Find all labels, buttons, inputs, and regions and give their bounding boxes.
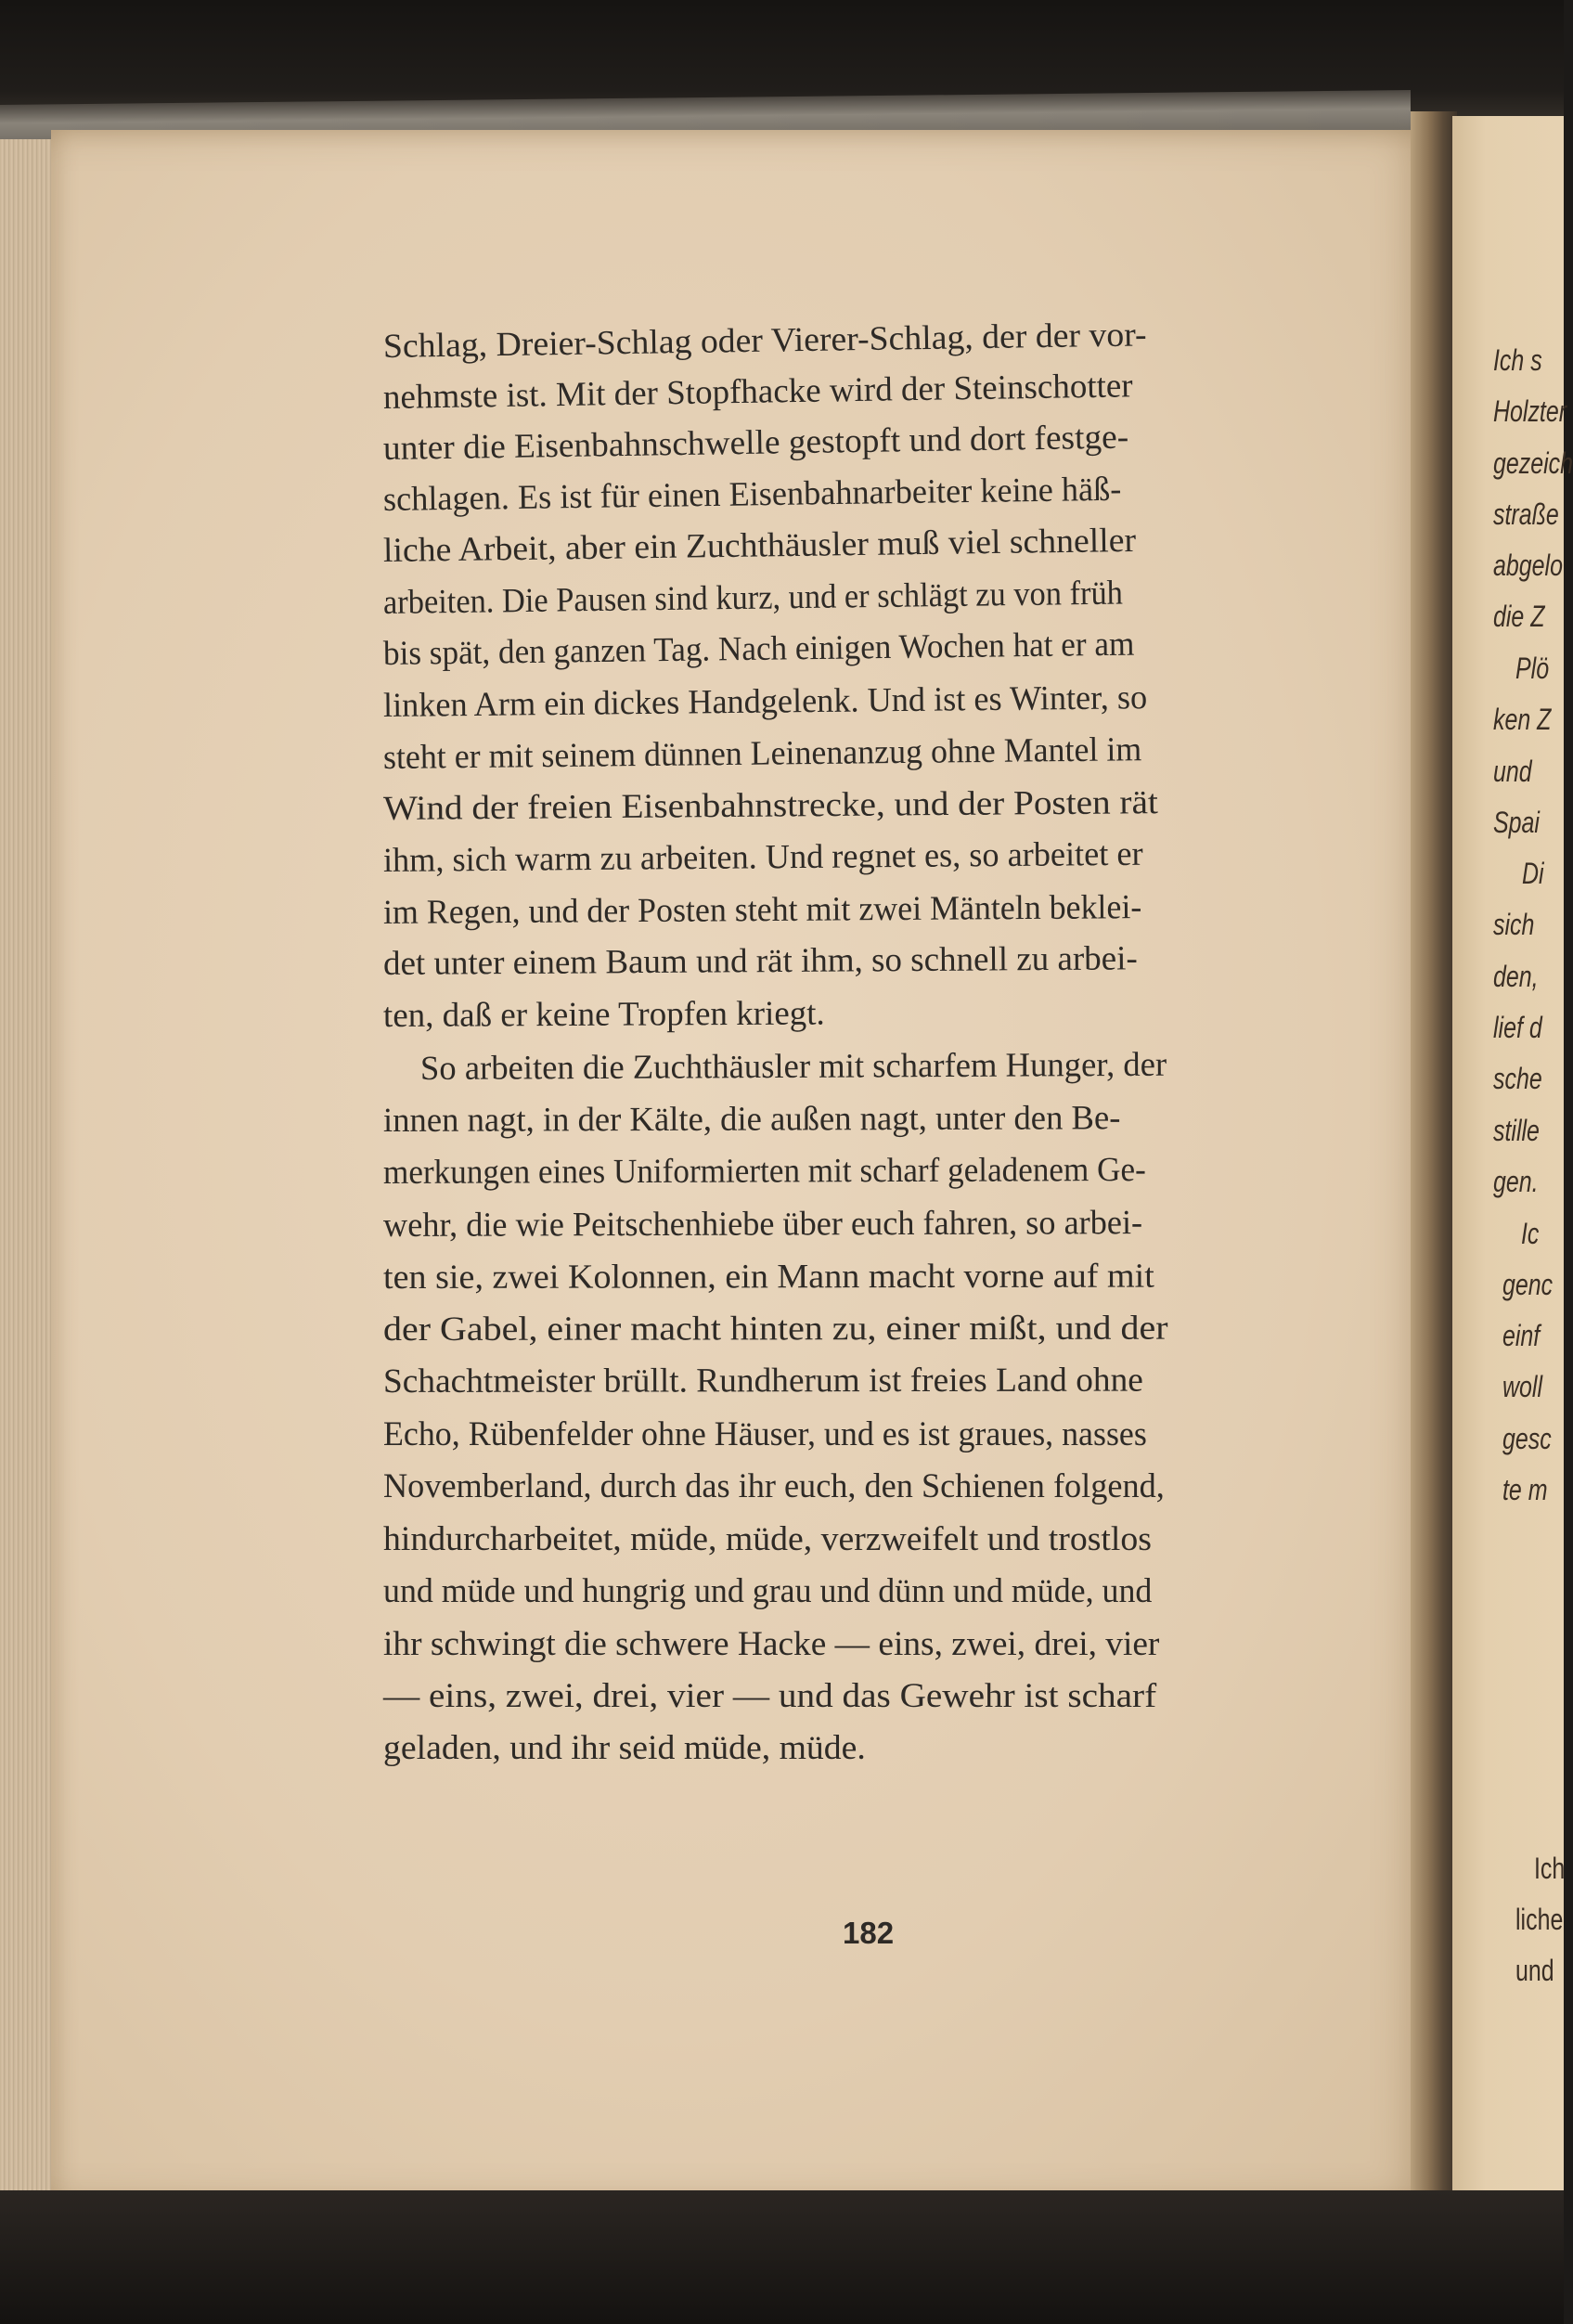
facing-page	[1452, 116, 1573, 2209]
facing-page-fragment: lief d	[1493, 1011, 1542, 1044]
text-line: Schachtmeister brüllt. Rundherum ist freies Land ohne	[382, 1361, 1143, 1401]
text-line: Schlag, Dreier-Schlag oder Vierer-Schlag, der der vor-	[382, 316, 1147, 366]
text-line: linken Arm ein dickes Handgelenk. Und ist es Winter, so	[382, 678, 1148, 725]
text-line: arbeiten. Die Pausen sind kurz, und er schlägt zu von früh	[382, 574, 1124, 622]
text-line: So arbeiten die Zuchthäusler mit scharfem Hunger, der	[419, 1045, 1167, 1088]
text-line: det unter einem Baum und rät ihm, so schnell zu arbei-	[382, 939, 1138, 983]
facing-page-fragment: gesc	[1502, 1422, 1552, 1455]
facing-page-fragment: stille	[1493, 1114, 1540, 1147]
text-line: innen nagt, in der Kälte, die außen nagt, unter den Be-	[382, 1099, 1121, 1140]
facing-page-fragment: liche	[1515, 1903, 1564, 1936]
text-line: wehr, die wie Peitschenhiebe über euch fahren, so arbei-	[382, 1204, 1143, 1245]
text-line: bis spät, den ganzen Tag. Nach einigen Wochen hat er am	[382, 625, 1135, 673]
facing-page-fragment: sche	[1493, 1062, 1542, 1095]
book-gutter	[1411, 111, 1457, 2218]
facing-page-fragment: Ich	[1534, 1852, 1566, 1885]
text-line: unter die Eisenbahnschwelle gestopft und dort festge-	[382, 418, 1129, 468]
facing-page-fragment: Ic	[1521, 1217, 1540, 1250]
facing-page-fragment: ken Z	[1493, 703, 1552, 736]
text-line: ten sie, zwei Kolonnen, ein Mann macht vorne auf mit	[382, 1257, 1154, 1297]
text-line: ihm, sich warm zu arbeiten. Und regnet es, so arbeitet er	[382, 834, 1143, 880]
text-line: steht er mit seinem dünnen Leinenanzug ohne Mantel im	[382, 730, 1142, 777]
facing-page-fragment: woll	[1502, 1370, 1542, 1403]
facing-page-fragment: gen.	[1493, 1165, 1539, 1198]
facing-page-fragment: den,	[1493, 960, 1539, 993]
text-line: der Gabel, einer macht hinten zu, einer mißt, und der	[382, 1309, 1168, 1349]
facing-page-fragment: straße	[1493, 497, 1559, 531]
facing-page-fragment: die Z	[1493, 600, 1545, 633]
book-background-bottom	[0, 2190, 1564, 2324]
facing-page-fragment: te m	[1502, 1473, 1548, 1506]
text-line: und müde und hungrig und grau und dünn und müde, und	[383, 1572, 1153, 1610]
text-line: Wind der freien Eisenbahnstrecke, und der Posten rät	[382, 783, 1158, 828]
text-line: Echo, Rübenfelder ohne Häuser, und es ist graues, nasses	[383, 1415, 1147, 1453]
facing-page-fragment: Plö	[1515, 652, 1550, 685]
facing-page-fragment: sich	[1493, 908, 1535, 941]
facing-page-fragment: Di	[1522, 857, 1544, 890]
text-line: schlagen. Es ist für einen Eisenbahnarbeiter keine häß-	[382, 470, 1122, 519]
text-line: nehmste ist. Mit der Stopfhacke wird der Steinschotter	[382, 367, 1133, 417]
facing-page-fragment: genc	[1502, 1268, 1554, 1301]
facing-page-fragment: und	[1515, 1954, 1554, 1987]
text-line: geladen, und ihr seid müde, müde.	[383, 1729, 866, 1767]
text-line: ten, daß er keine Tropfen kriegt.	[382, 994, 825, 1035]
text-line: Novemberland, durch das ihr euch, den Schienen folgend,	[383, 1467, 1165, 1505]
facing-page-fragment: und	[1493, 755, 1532, 788]
text-line: liche Arbeit, aber ein Zuchthäusler muß viel schneller	[382, 521, 1137, 570]
text-line: im Regen, und der Posten steht mit zwei Mänteln beklei-	[382, 888, 1142, 932]
facing-page-fragment: abgelo	[1493, 549, 1563, 582]
facing-page-fragment: Ich s	[1493, 343, 1542, 377]
text-line: — eins, zwei, drei, vier — und das Gewehr ist scharf	[383, 1677, 1157, 1715]
facing-page-fragment: Holzter	[1493, 394, 1567, 428]
facing-page-fragment: gezeich	[1493, 446, 1573, 480]
facing-page-fragment: Spai	[1493, 806, 1540, 839]
text-line: merkungen eines Uniformierten mit scharf geladenem Ge-	[382, 1150, 1146, 1192]
text-line: hindurcharbeitet, müde, müde, verzweifelt und trostlos	[383, 1520, 1152, 1558]
facing-page-fragment: einf	[1502, 1319, 1541, 1352]
page-number: 182	[843, 1916, 895, 1950]
text-line: ihr schwingt die schwere Hacke — eins, zwei, drei, vier	[383, 1625, 1160, 1663]
